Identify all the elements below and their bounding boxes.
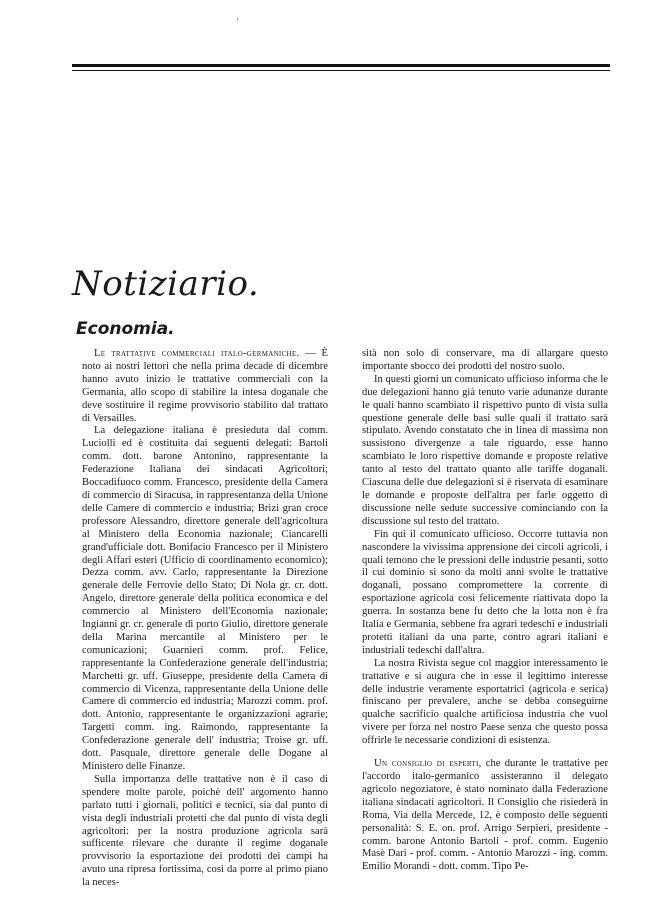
paragraph-text: La nostra Rivista segue col maggior interessamento le trattative e si augura che in esse il legittimo interesse delle industrie veramente esportatrici (agricola e serica) finiscano per prevalere, anche se debba conseguirne qualche sacrificio qualche artificiosa industria che vuol vivere per forza nel nostro Paese senza che questo possa offrirle le necessarie condizioni di esistenza.: [362, 657, 608, 747]
header-rule-thin: [72, 70, 610, 71]
header-rule-thick: [72, 64, 610, 67]
paragraph: [82, 774, 328, 890]
paragraph-text: sità non solo di conservare, ma di allargare questo importante sbocco dei prodotti del nostro suolo.: [362, 348, 608, 372]
paragraph-text: — È noto ai nostri lettori che nella prima decade di dicembre hanno avuto inizio le trattative commerciali con la Germania, allo scopo di stabilire la intesa doganale che deve sostituire il regime provvisorio stabilito dal trattato di Versailles.: [82, 348, 328, 424]
paragraph: [82, 348, 328, 425]
paragraph: [362, 529, 608, 658]
section-heading: Economia.: [76, 319, 175, 339]
paragraph: [362, 374, 608, 529]
page-title: Notiziario.: [72, 264, 260, 304]
paragraph-lead: Le trattative commerciali italo-germaniche.: [94, 348, 300, 359]
right-column: [362, 348, 608, 874]
paragraph: [362, 758, 608, 874]
paragraph-lead: Un consiglio di esperti,: [374, 758, 482, 770]
paragraph: [82, 425, 328, 773]
top-mark: ': [236, 18, 239, 28]
paragraph: [362, 658, 608, 748]
paragraph: [362, 348, 608, 374]
paragraph-text: La delegazione italiana è presieduta dal comm. Luciolli ed è costituita dai seguenti delegati: Bartoli comm. dott. barone Antonino, rappresentante la Federazione Italiana dei sindacati Agricoltori; Boccadifuoco comm. Francesco, presidente della Camera di commercio di Siracusa, in rappresentanza della Unione delle Camere di commercio e industria; Brizi gran croce professore Alessandro, direttore generale dell'agricoltura al Ministero della Economia nazionale; Ciancarelli grand'ufficiale dott. Bonifacio Francesco per il Ministero degli Affari esteri (Ufficio di coordinamento economico); Dezza comm. avv. Carlo, rappresentante la Direzione generale delle Ferrovie dello Stato; Di Nola gr. cr. dott. Angelo, direttore generale della politica economica e del commercio al Ministero dell'Economia nazionale; Ingianni gr. cr. generale di porto Giulio, direttore generale della Marina mercantile al Ministero per le comunicazioni; Guarnieri comm. prof. Felice, rappresentante la Confederazione generale dell'industria; Marchetti gr. uff. Giuseppe, presidente della Camera di commercio di Vicenza, rappresentante della Unione delle Camere di commercio ed industria; Marozzi comm. prof. dott. Antonio, rappresentante le organizzazioni agrarie; Targetti comm. ing. Raimondo, rappresentante la Confederazione generale dell' industria; Troise gr. uff. dott. Pasquale, direttore generale delle Dogane al Ministero delle Finanze.: [82, 425, 328, 772]
paragraph-text: che durante le trattative per l'accordo italo-germanico assisteranno il delegato agricolo negoziatore, è stato nominato dalla Federazione italiana sindacati agricoltori. Il Consiglio che risiederà in Roma, Via della Mercede, 12, è composto delle seguenti personalità: S. E. on. prof. Arrigo Serpieri, presidente - comm. barone Antonio Bartoli - prof. comm. Eugenio Masè Dari - prof. comm. - Antonio Marozzi - ing. comm. Emilio Morandi - dott. comm. Tipo Pe-: [362, 758, 608, 873]
paragraph-text: Fin qui il comunicato ufficioso. Occorre tuttavia non nascondere la vivissima apprensione dei circoli agricoli, i quali temono che le pressioni delle industrie pesanti, sotto il cui dominio si sono da molti anni svolte le trattative doganali, possano compromettere la corrente di esportazione agricola così felicemente riattivata dopo la guerra. In sostanza bene fu detto che la lotta non è fra Italia e Germania, sebbene fra agrari tedeschi e industriali protetti italiani da una parte, contro agrari italiani e industriali tedeschi dall'altra.: [362, 528, 608, 656]
paragraph-text: In questi giorni un comunicato ufficioso informa che le due delegazioni hanno già tenuto varie adunanze durante le quali hanno scambiato il rispettivo punto di vista sulla questione generale delle basi sulle quali il trattato sarà stipulato. Avendo constatato che in linea di massima non sussistono divergenze a tale riguardo, esse hanno scambiato le loro rispettive domande e proposte relative tanto al testo del trattato quanto alle tariffe doganali. Ciascuna delle due delegazioni si è riservata di esaminare le domande e proposte dell'altra per farle oggetto di discussione nelle sedute successive cominciando con la discussione sul testo del trattato.: [362, 373, 608, 527]
left-column: [82, 348, 328, 890]
paragraph-text: Sulla importanza delle trattative non è il caso di spendere molte parole, poichè dell' argomento hanno parlato tutti i giornali, politici e tecnici, sia dal punto di vista degli industriali protetti che dal punto di vista degli agricoltori: per la nostra produzione agricola sarà sufficente rilevare che durante il regime doganale provvisorio la esportazione dei prodotti dei campi ha avuto una ripresa fortissima, così da porre al primo piano la neces-: [82, 773, 328, 889]
